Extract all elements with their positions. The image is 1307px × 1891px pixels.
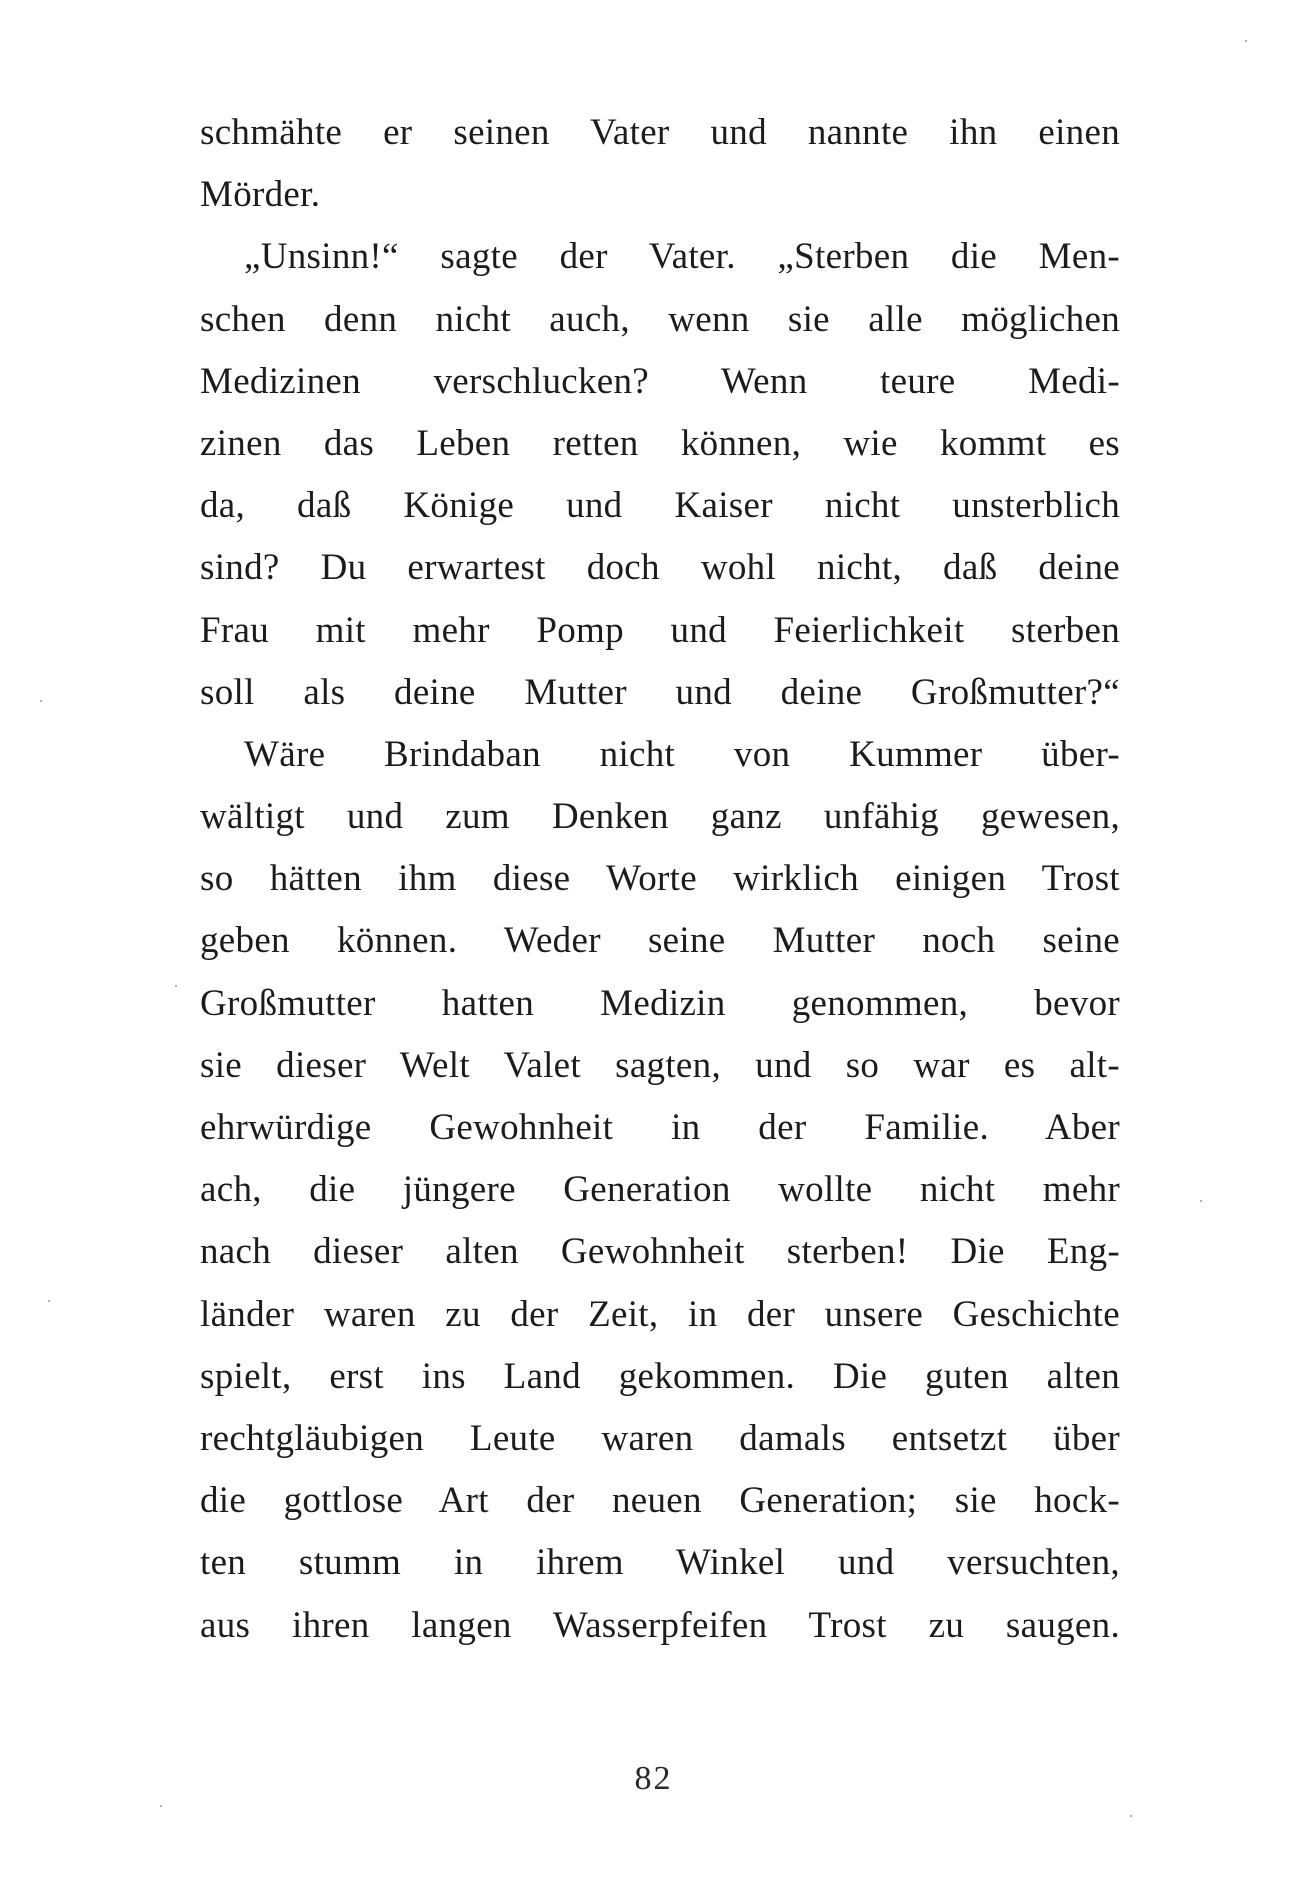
text-line: soll als deine Mutter und deine Großmutter?“ (200, 671, 1120, 713)
text-line: Wäre Brindaban nicht von Kummer über- (244, 733, 1120, 775)
text-line: nach dieser alten Gewohnheit sterben! Die Eng- (200, 1231, 1120, 1273)
text-line: länder waren zu der Zeit, in der unsere Geschichte (200, 1293, 1120, 1335)
text-line: zinen das Leben retten können, wie kommt es (200, 422, 1120, 464)
text-line: ten stumm in ihrem Winkel und versuchten, (200, 1542, 1120, 1584)
text-line: sind? Du erwartest doch wohl nicht, daß deine (200, 547, 1120, 589)
text-line: schmähte er seinen Vater und nannte ihn einen (200, 112, 1120, 153)
text-line: Großmutter hatten Medizin genommen, bevor (200, 982, 1120, 1024)
scan-speck (40, 700, 42, 702)
scan-speck (48, 1300, 50, 1302)
body-text (200, 102, 1120, 1657)
text-line: schen denn nicht auch, wenn sie alle möglichen (200, 298, 1120, 340)
text-line: ehrwürdige Gewohnheit in der Familie. Aber (200, 1107, 1120, 1148)
page-number: 82 (634, 1760, 673, 1797)
text-line: wältigt und zum Denken ganz unfähig gewesen, (200, 796, 1120, 838)
text-line: „Unsinn!“ sagte der Vater. „Sterben die Men- (244, 236, 1120, 278)
text-line: da, daß Könige und Kaiser nicht unsterblich (200, 485, 1120, 527)
text-line: spielt, erst ins Land gekommen. Die guten alten (200, 1355, 1120, 1397)
scan-speck (1245, 40, 1247, 42)
scan-speck (1200, 1200, 1202, 1202)
scan-speck (1130, 1815, 1132, 1817)
scan-speck (175, 985, 177, 987)
text-line: Mörder. (200, 174, 321, 216)
text-line: Frau mit mehr Pomp und Feierlichkeit sterben (200, 609, 1120, 651)
scan-speck (160, 1805, 162, 1807)
text-line: rechtgläubigen Leute waren damals entsetzt über (200, 1417, 1120, 1459)
text-line: aus ihren langen Wasserpfeifen Trost zu saugen. (200, 1604, 1120, 1646)
text-line: sie dieser Welt Valet sagten, und so war es alt- (200, 1044, 1120, 1086)
text-line: die gottlose Art der neuen Generation; sie hock- (200, 1480, 1120, 1522)
text-line: geben können. Weder seine Mutter noch seine (200, 920, 1120, 962)
text-line: ach, die jüngere Generation wollte nicht mehr (200, 1169, 1120, 1211)
text-line: so hätten ihm diese Worte wirklich einigen Trost (200, 858, 1120, 900)
text-line: Medizinen verschlucken? Wenn teure Medi- (200, 360, 1120, 402)
